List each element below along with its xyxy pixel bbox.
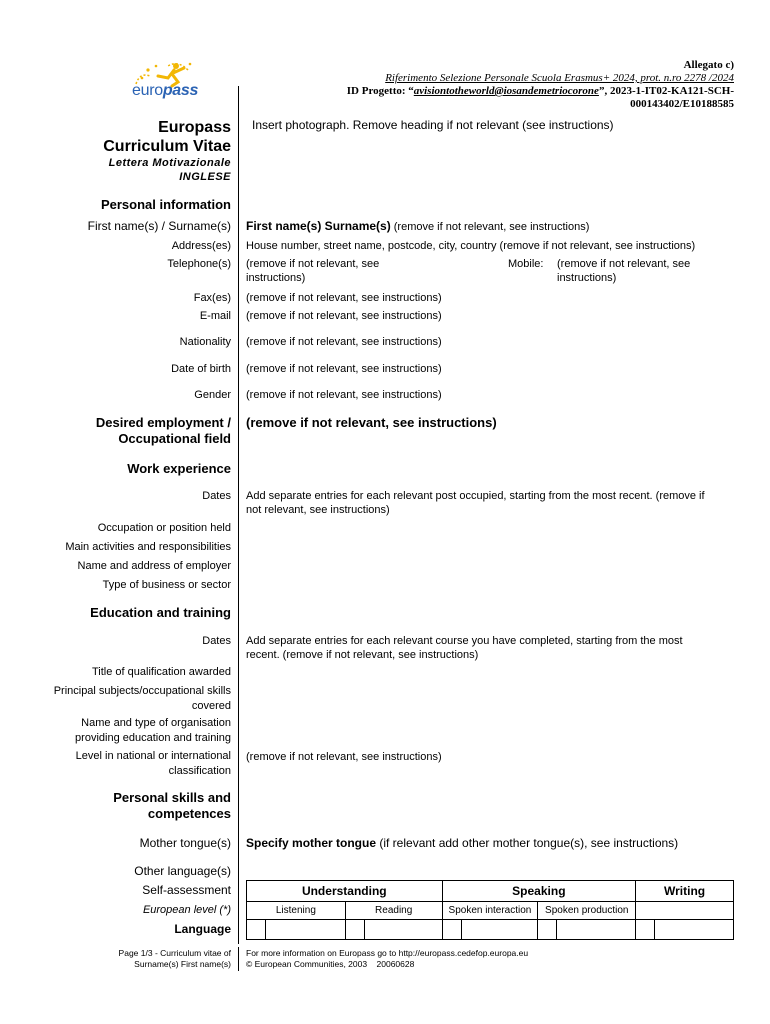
footer-left xyxy=(119,948,231,970)
title-curriculum-vitae: Curriculum Vitae xyxy=(103,138,231,155)
footer-divider-line xyxy=(238,947,239,971)
listening-desc-cell[interactable] xyxy=(265,920,345,940)
listening-header: Listening xyxy=(247,902,346,920)
other-languages-label: Other language(s) xyxy=(134,864,231,878)
occupation-label: Occupation or position held xyxy=(97,522,231,534)
spoken-production-header: Spoken production xyxy=(538,902,636,920)
section-education: Education and training xyxy=(90,605,231,620)
writing-level-cell[interactable] xyxy=(636,920,655,940)
mobile-value: (remove if not relevant, see instructions) xyxy=(557,258,691,284)
mother-tongue-value xyxy=(246,836,678,850)
europass-logo xyxy=(128,56,228,106)
writing-header: Writing xyxy=(636,881,734,902)
fax-value: (remove if not relevant, see instructions) xyxy=(246,292,442,304)
level-classification-value: (remove if not relevant, see instructions) xyxy=(246,751,442,763)
allegato-label: Allegato c) xyxy=(683,59,734,71)
title-inglese: INGLESE xyxy=(179,171,231,183)
edu-dates-value: Add separate entries for each relevant course you have completed, starting from the most recent. (remove if not relevant, see instructions) xyxy=(246,635,683,661)
section-personal-information: Personal information xyxy=(100,197,231,212)
title-lettera: Lettera Motivazionale xyxy=(108,157,231,169)
dob-label: Date of birth xyxy=(171,363,231,375)
work-dates-value: Add separate entries for each relevant post occupied, starting from the most recent. (remove if not relevant, see instructions) xyxy=(246,490,705,516)
work-dates-label: Dates xyxy=(202,490,231,502)
name-label: First name(s) / Surname(s) xyxy=(87,219,231,233)
self-assessment-label: Self-assessment xyxy=(142,883,231,897)
reading-header: Reading xyxy=(345,902,442,920)
interaction-desc-cell[interactable] xyxy=(461,920,538,940)
mother-tongue-note: (if relevant add other mother tongue(s), see instructions) xyxy=(376,836,679,850)
footer-page-info: Page 1/3 - Curriculum vitae of xyxy=(118,948,231,958)
employer-label: Name and address of employer xyxy=(77,560,231,572)
logo-text-pass: pass xyxy=(162,82,199,99)
interaction-level-cell[interactable] xyxy=(442,920,461,940)
email-value: (remove if not relevant, see instructions) xyxy=(246,310,442,322)
id-link[interactable]: avisiontotheworld@iosandemetriocorone xyxy=(413,85,599,97)
edu-dates-label: Dates xyxy=(202,635,231,647)
nationality-value: (remove if not relevant, see instructions) xyxy=(246,336,442,348)
desired-employment-value: (remove if not relevant, see instructions) xyxy=(246,415,497,430)
mother-tongue-label: Mother tongue(s) xyxy=(139,836,231,850)
mother-tongue-bold: Specify mother tongue xyxy=(246,836,377,850)
gender-value: (remove if not relevant, see instructions) xyxy=(246,389,442,401)
production-desc-cell[interactable] xyxy=(557,920,636,940)
footer-copyright: © European Communities, 2003 20060628 xyxy=(246,959,415,969)
language-table xyxy=(246,880,734,940)
writing-desc-cell[interactable] xyxy=(655,920,734,940)
gender-label: Gender xyxy=(194,389,231,401)
writing-subheader xyxy=(636,902,734,920)
id-rest-2: 000143402/E10188585 xyxy=(630,98,734,110)
divider-line xyxy=(238,86,239,944)
telephone-value: (remove if not relevant, see instructions) xyxy=(246,258,380,284)
business-label: Type of business or sector xyxy=(102,579,231,591)
organisation-label: Name and type of organisation providing education and training xyxy=(75,717,231,744)
section-personal-skills: Personal skills and competences xyxy=(113,790,231,821)
speaking-header: Speaking xyxy=(442,881,636,902)
footer-right xyxy=(246,948,528,970)
id-label: ID Progetto: “ xyxy=(346,85,414,97)
id-progetto-line xyxy=(214,85,734,98)
address-label: Address(es) xyxy=(171,240,231,252)
riferimento-line: Riferimento Selezione Personale Scuola Erasmus+ 2024, prot. n.ro 2278 /2024 xyxy=(385,72,734,84)
id-rest-1: ”, 2023-1-IT02-KA121-SCH- xyxy=(598,85,734,97)
section-work-experience: Work experience xyxy=(127,461,231,476)
footer-name: Surname(s) First name(s) xyxy=(134,959,231,969)
reading-level-cell[interactable] xyxy=(345,920,364,940)
nationality-label: Nationality xyxy=(179,336,231,348)
mobile-label: Mobile: xyxy=(508,258,544,270)
understanding-header: Understanding xyxy=(247,881,443,902)
dob-value: (remove if not relevant, see instructions) xyxy=(246,363,442,375)
cv-title-block xyxy=(103,118,231,184)
header-block xyxy=(214,59,734,111)
photo-note: Insert photograph. Remove heading if not relevant (see instructions) xyxy=(252,118,614,132)
footer-more-info: For more information on Europass go to http://europass.cedefop.europa.eu xyxy=(246,948,529,958)
activities-label: Main activities and responsibilities xyxy=(65,541,231,553)
language-label: Language xyxy=(174,922,231,936)
logo-text-euro: euro xyxy=(132,82,163,99)
address-value: House number, street name, postcode, city, country (remove if not relevant, see instructions) xyxy=(246,240,696,252)
email-label: E-mail xyxy=(199,310,231,322)
production-level-cell[interactable] xyxy=(538,920,557,940)
fax-label: Fax(es) xyxy=(193,292,231,304)
title-europass: Europass xyxy=(158,119,231,136)
spoken-interaction-header: Spoken interaction xyxy=(442,902,538,920)
telephone-label: Telephone(s) xyxy=(167,258,231,270)
listening-level-cell[interactable] xyxy=(247,920,266,940)
name-value xyxy=(246,219,589,234)
desired-employment-label: Desired employment / Occupational field xyxy=(95,415,231,446)
name-value-bold: First name(s) Surname(s) xyxy=(246,219,391,233)
name-value-note: (remove if not relevant, see instructions) xyxy=(390,221,590,233)
european-level-label: European level (*) xyxy=(142,904,231,916)
reading-desc-cell[interactable] xyxy=(364,920,442,940)
subjects-label: Principal subjects/occupational skills covered xyxy=(53,685,231,712)
qualification-label: Title of qualification awarded xyxy=(91,666,231,678)
level-classification-label: Level in national or international classification xyxy=(75,750,231,777)
